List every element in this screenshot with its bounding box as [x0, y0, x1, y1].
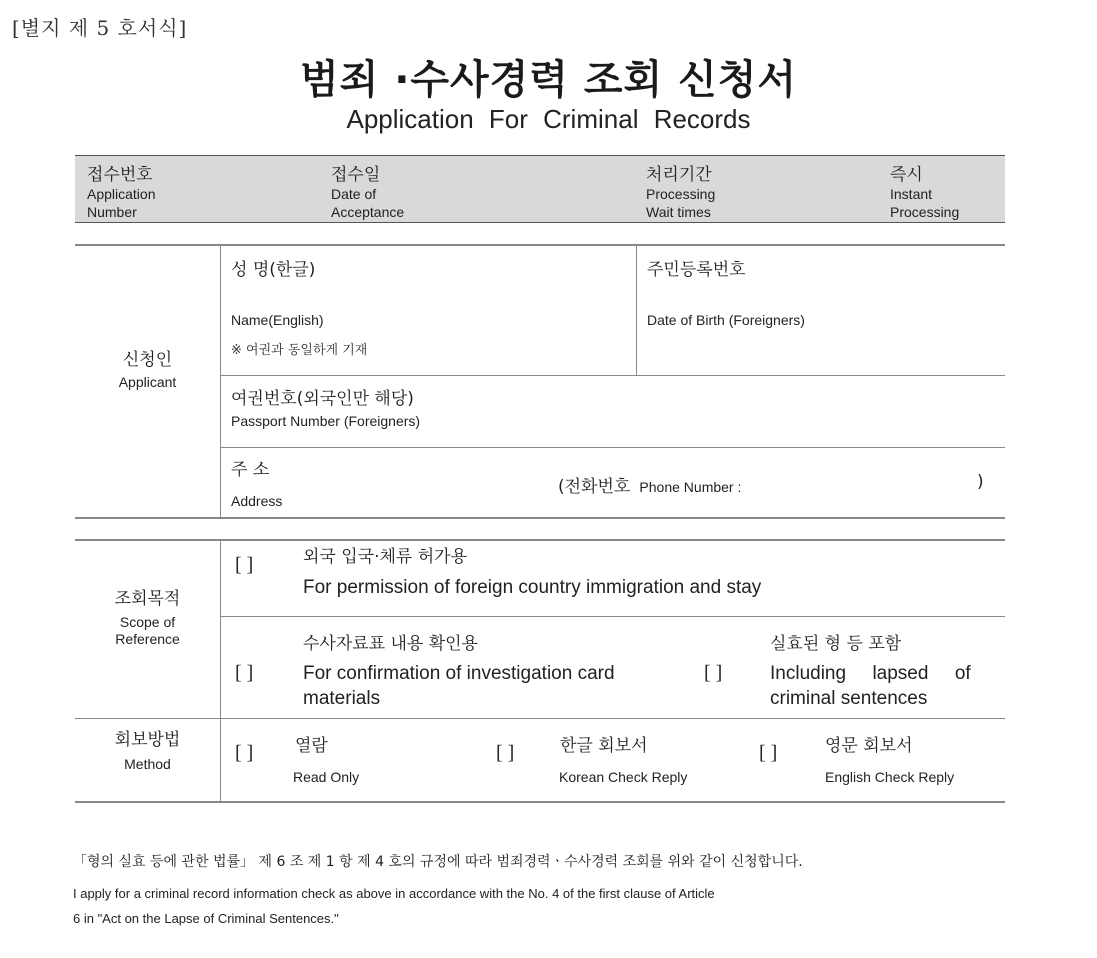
application-number-label-en2: Number [87, 204, 137, 220]
form-number-label: [별지 제 5 호서식] [12, 16, 188, 40]
declaration-korean: 「형의 실효 등에 관한 법률」 제 6 조 제 1 항 제 4 호의 규정에 따라 범죄경력ㆍ수사경력 조회를 위와 같이 신청합니다. [73, 854, 803, 870]
address-label-ko: 주 소 [231, 460, 270, 480]
phone-close-paren: ) [977, 472, 984, 492]
rrn-label-ko: 주민등록번호 [647, 260, 746, 280]
lapsed-sentences-checkbox[interactable]: [ ] [704, 662, 723, 684]
phone-label-ko: (전화번호 [558, 477, 631, 497]
passport-number-field[interactable] [221, 376, 1005, 446]
date-of-acceptance-label-ko: 접수일 [331, 165, 381, 185]
scope-option-lapsed-sentences[interactable] [692, 617, 1005, 718]
processing-wait-label [646, 160, 715, 221]
application-number-label-en1: Application [87, 186, 156, 202]
scope-option-investigation-card[interactable] [221, 617, 691, 718]
applicant-section-label [75, 345, 220, 390]
investigation-card-label-ko: 수사자료표 내용 확인용 [303, 634, 479, 654]
english-reply-checkbox[interactable]: [ ] [759, 742, 778, 764]
investigation-card-label-en2: materials [303, 688, 381, 709]
read-only-label-en: Read Only [293, 769, 360, 785]
scope-label-en2: Reference [115, 631, 180, 647]
method-label-ko: 회보방법 [114, 730, 181, 750]
korean-reply-checkbox[interactable]: [ ] [496, 742, 515, 764]
instant-processing-value [890, 160, 959, 221]
english-reply-label-ko: 영문 회보서 [825, 736, 913, 756]
method-label-en: Method [124, 756, 171, 772]
immigration-checkbox[interactable]: [ ] [235, 554, 254, 576]
english-reply-label-en: English Check Reply [825, 769, 955, 785]
phone-number-label [558, 472, 741, 497]
lapsed-sentences-label-en1: Including lapsed of [770, 663, 971, 684]
lapsed-sentences-label-ko: 실효된 형 등 포함 [770, 634, 902, 654]
investigation-card-label-en1: For confirmation of investigation card [303, 663, 615, 684]
address-field[interactable] [221, 448, 1005, 517]
scope-section-label [75, 584, 220, 648]
page-title-korean: 범죄 ·수사경력 조회 신청서 [299, 57, 797, 103]
name-note: ※ 여권과 동일하게 기재 [231, 343, 368, 358]
korean-reply-label-en: Korean Check Reply [559, 769, 688, 785]
method-option-read-only[interactable] [221, 719, 481, 801]
lapsed-sentences-label-en2: criminal sentences [770, 688, 928, 709]
name-label-ko: 성 명(한글) [231, 260, 316, 280]
applicant-label-ko: 신청인 [122, 350, 173, 370]
investigation-card-checkbox[interactable]: [ ] [235, 662, 254, 684]
processing-wait-label-ko: 처리기간 [646, 165, 712, 185]
instant-label-en1: Instant [890, 186, 933, 202]
applicant-label-en: Applicant [118, 374, 177, 390]
passport-label-ko: 여권번호(외국인만 해당) [231, 389, 414, 409]
processing-wait-label-en1: Processing [646, 186, 716, 202]
date-of-acceptance-label-en1: Date of [331, 186, 377, 202]
scope-label-ko: 조회목적 [114, 589, 181, 609]
scope-label-en1: Scope of [119, 614, 176, 630]
name-field[interactable] [221, 245, 635, 375]
method-section-label [75, 725, 220, 772]
address-label-en: Address [231, 493, 283, 509]
application-number-field[interactable] [87, 160, 156, 221]
application-number-label-ko: 접수번호 [87, 165, 153, 185]
dob-label-en: Date of Birth (Foreigners) [647, 312, 805, 328]
resident-number-field[interactable] [637, 245, 1005, 375]
passport-label-en: Passport Number (Foreigners) [231, 413, 421, 429]
phone-label-en: Phone Number : [639, 479, 742, 495]
method-option-english-reply[interactable] [745, 719, 1005, 801]
instant-label-ko: 즉시 [890, 165, 923, 185]
processing-wait-label-en2: Wait times [646, 204, 711, 220]
receipt-info-band [75, 155, 1005, 223]
instant-label-en2: Processing [890, 204, 960, 220]
applicant-bottom-border [75, 517, 1005, 519]
immigration-label-en: For permission of foreign country immigration and stay [303, 577, 762, 598]
page-title-english: Application For Criminal Records [346, 104, 751, 134]
name-label-en: Name(English) [231, 312, 324, 328]
read-only-label-ko: 열람 [295, 736, 328, 756]
declaration-english-line1: I apply for a criminal record information check as above in accordance with the No. 4 of the first clause of Article [73, 886, 715, 901]
declaration-english-line2: 6 in "Act on the Lapse of Criminal Sentences." [73, 911, 339, 926]
date-of-acceptance-label-en2: Acceptance [331, 204, 405, 220]
date-of-acceptance-field[interactable] [331, 160, 404, 221]
method-option-korean-reply[interactable] [482, 719, 744, 801]
korean-reply-label-ko: 한글 회보서 [560, 736, 648, 756]
scope-option-immigration[interactable] [221, 540, 1005, 616]
read-only-checkbox[interactable]: [ ] [235, 742, 254, 764]
method-bottom-border [75, 801, 1005, 803]
immigration-label-ko: 외국 입국·체류 허가용 [303, 547, 468, 567]
